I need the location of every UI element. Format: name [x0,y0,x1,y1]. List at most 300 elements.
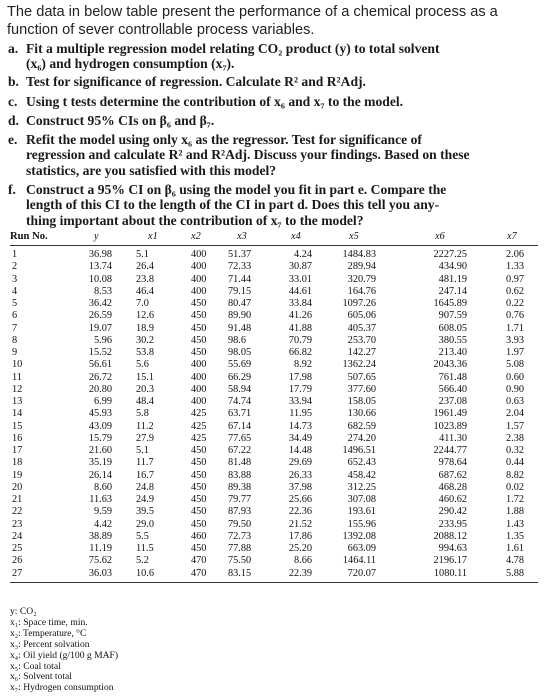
cell-x1: 30.2 [136,334,155,346]
cell-x5: 1362.24 [342,359,376,371]
cell-run-no: 16 [12,432,23,444]
cell-x1: 24.8 [136,481,155,493]
problem-intro: The data in below table present the performance of a chemical process as a function of sever controllable process variables. [7,4,498,38]
table-row [10,531,538,543]
header-x5: x5 [349,231,359,242]
header-y: y [94,231,99,242]
legend-item: x₆: Solvent total [10,671,72,683]
cell-run-no: 6 [12,310,18,322]
question-b-label: b. [8,74,19,89]
cell-x5: 1097.26 [342,298,376,309]
cell-x6: 994.63 [438,543,467,554]
cell-x7: 0.32 [506,445,525,456]
cell-x2: 450 [191,457,207,469]
legend-item: x₂: Temperature, °C [10,627,87,639]
cell-x7: 1.88 [506,506,525,518]
cell-x3: 66.29 [228,371,252,383]
cell-x5: 1392.08 [342,530,376,542]
cell-run-no: 10 [12,359,23,371]
cell-x5: 155.96 [347,518,376,530]
cell-y: 26.59 [88,310,112,322]
cell-x3: 74.74 [228,396,252,407]
cell-run-no: 27 [12,567,23,579]
cell-y: 15.79 [88,432,112,444]
cell-x7: 0.62 [506,285,525,297]
cell-x1: 23.8 [136,273,155,285]
cell-x4: 4.24 [293,249,312,260]
cell-x2: 400 [191,261,207,273]
question-f-line2: length of this CI to the length of the CI in part d. Does this tell you any- [26,197,440,213]
table-row [10,445,538,457]
cell-run-no: 9 [12,347,18,358]
cell-run-no: 18 [12,457,23,469]
cell-x7: 1.61 [506,543,525,554]
cell-x4: 8.66 [293,555,312,567]
cell-x2: 450 [191,494,207,505]
cell-x3: 79.15 [228,285,252,297]
question-a [8,41,528,72]
table-row [10,457,538,469]
cell-x5: 682.59 [347,420,376,432]
cell-x5: 1464.11 [342,555,376,567]
cell-x5: 130.66 [347,408,376,420]
cell-x5: 507.65 [347,371,376,383]
cell-x6: 907.59 [438,310,467,322]
cell-x6: 1645.89 [433,298,467,309]
cell-x4: 33.94 [288,396,312,407]
bottom-rule [10,582,538,583]
cell-x3: 87.93 [228,506,252,518]
cell-x7: 2.38 [506,432,525,444]
question-f-line3: thing important about the contribution of x₇ to the model? [26,212,364,228]
cell-y: 38.89 [88,530,112,542]
cell-x1: 5.1 [136,249,149,260]
cell-x1: 5.1 [136,445,149,456]
question-f [8,182,528,228]
cell-x7: 2.06 [506,249,525,260]
legend-item: x₄: Oil yield (g/100 g MAF) [10,649,119,661]
cell-y: 26.72 [88,371,112,383]
cell-x5: 253.70 [347,334,376,346]
cell-run-no: 19 [12,469,23,481]
table-header [10,231,538,245]
cell-x6: 468.28 [438,481,467,493]
cell-x6: 978.64 [438,457,467,469]
table-row [10,470,538,482]
cell-y: 4.42 [93,518,112,530]
question-d-label: d. [8,113,19,128]
cell-x4: 33.84 [288,298,312,309]
cell-run-no: 8 [12,334,18,346]
cell-x3: 83.15 [228,567,252,579]
legend-item: x₇: Hydrogen consumption [10,682,114,694]
cell-y: 36.42 [88,298,112,309]
cell-run-no: 3 [12,273,18,285]
cell-x2: 400 [191,273,207,285]
question-e-line1: Refit the model using only x₆ as the regressor. Test for significance of [26,132,422,147]
cell-x7: 1.35 [506,530,525,542]
cell-x2: 450 [191,481,207,493]
cell-x5: 663.09 [347,543,376,554]
cell-y: 13.74 [88,261,112,273]
cell-x6: 481.19 [438,273,467,285]
cell-y: 19.07 [88,322,112,334]
cell-run-no: 2 [12,261,18,273]
cell-x5: 652.43 [347,457,376,469]
legend-item: x₅: Coal total [10,660,61,672]
question-d-line1: Construct 95% CIs on β₆ and β₇. [26,113,215,128]
cell-y: 36.03 [88,567,112,579]
cell-x3: 98.05 [228,347,252,358]
question-c-label: c. [8,94,18,109]
cell-x3: 63.71 [228,408,252,420]
cell-x3: 83.88 [228,469,252,481]
cell-x6: 1961.49 [433,408,467,420]
header-rule [10,245,538,246]
cell-x7: 1.43 [506,518,525,530]
cell-x3: 89.90 [228,310,252,322]
cell-y: 8.60 [93,481,112,493]
cell-x2: 400 [191,285,207,297]
cell-run-no: 21 [12,494,23,505]
header-run-no: Run No. [10,231,48,242]
cell-x3: 81.48 [228,457,252,469]
cell-x7: 0.02 [506,481,525,493]
cell-y: 11.63 [89,494,112,505]
cell-x7: 3.93 [506,334,525,346]
cell-run-no: 17 [12,445,23,456]
cell-x3: 75.50 [228,555,252,567]
header-x3: x3 [237,231,247,242]
cell-x4: 29.69 [288,457,312,469]
cell-x7: 0.90 [506,383,525,395]
cell-x4: 14.73 [288,420,312,432]
cell-run-no: 7 [12,322,18,334]
cell-x2: 400 [191,359,207,371]
table-row [10,310,538,322]
table-row [10,347,538,359]
cell-x6: 2196.17 [433,555,467,567]
cell-x1: 29.0 [136,518,155,530]
cell-x1: 26.4 [136,261,155,273]
table-row [10,494,538,506]
cell-x3: 98.6 [228,334,247,346]
cell-x4: 8.92 [293,359,312,371]
question-e-line2: regression and calculate R² and R²Adj. Discuss your findings. Based on these [26,147,470,163]
table-row [10,396,538,408]
cell-x7: 1.33 [506,261,525,273]
cell-x7: 0.60 [506,371,525,383]
cell-run-no: 5 [12,298,18,309]
question-a-line2: (x₆) and hydrogen consumption (x₇). [26,56,235,72]
cell-x6: 380.55 [438,334,467,346]
cell-run-no: 11 [12,371,22,383]
cell-x2: 450 [191,506,207,518]
cell-x1: 11.5 [136,543,154,554]
cell-x4: 22.36 [288,506,312,518]
table-row [10,335,538,347]
cell-x3: 79.50 [228,518,252,530]
cell-x7: 1.97 [506,347,525,358]
cell-x2: 425 [191,408,207,420]
cell-x6: 213.40 [438,347,467,358]
table-row [10,433,538,445]
cell-x6: 237.08 [438,396,467,407]
cell-x6: 608.05 [438,322,467,334]
cell-x2: 470 [191,567,207,579]
cell-x1: 5.8 [136,408,149,420]
cell-x2: 450 [191,310,207,322]
table-row [10,482,538,494]
cell-x3: 51.37 [228,249,252,260]
question-a-line1: Fit a multiple regression model relating CO₂ product (y) to total solvent [26,41,440,56]
cell-run-no: 13 [12,396,23,407]
cell-x4: 33.01 [288,273,312,285]
cell-x5: 458.42 [347,469,376,481]
cell-x3: 55.69 [228,359,252,371]
cell-y: 56.61 [88,359,112,371]
cell-x6: 434.90 [438,261,467,273]
legend-item: x₁: Space time, min. [10,616,88,628]
cell-x2: 400 [191,396,207,407]
header-x6: x6 [435,231,445,242]
cell-x6: 2227.25 [433,249,467,260]
table-row [10,543,538,555]
header-x7: x7 [507,231,517,242]
cell-run-no: 1 [12,249,18,260]
cell-x1: 5.2 [136,555,149,567]
table-row [10,408,538,420]
cell-x1: 53.8 [136,347,155,358]
cell-x2: 450 [191,518,207,530]
cell-x2: 450 [191,298,207,309]
cell-x5: 193.61 [347,506,376,518]
cell-x7: 8.82 [506,469,525,481]
cell-x2: 450 [191,347,207,358]
question-c [8,94,528,109]
cell-x7: 0.44 [506,457,525,469]
cell-x4: 17.79 [288,383,312,395]
cell-x5: 405.37 [347,322,376,334]
question-e-label: e. [8,132,18,147]
cell-x5: 1484.83 [342,249,376,260]
cell-x2: 400 [191,383,207,395]
cell-run-no: 14 [12,408,23,420]
header-x2: x2 [191,231,201,242]
table-row [10,421,538,433]
cell-x6: 460.62 [438,494,467,505]
cell-y: 8.53 [93,285,112,297]
table-row [10,359,538,371]
cell-x5: 377.60 [347,383,376,395]
cell-x1: 20.3 [136,383,155,395]
cell-run-no: 15 [12,420,23,432]
question-b-line1: Test for significance of regression. Calculate R² and R²Adj. [26,74,366,89]
cell-x5: 307.08 [347,494,376,505]
cell-y: 45.93 [88,408,112,420]
cell-x5: 1496.51 [342,445,376,456]
cell-x5: 158.05 [347,396,376,407]
cell-x1: 16.7 [136,469,155,481]
cell-x7: 5.88 [506,567,525,579]
cell-x1: 18.9 [136,322,155,334]
cell-y: 11.19 [89,543,112,554]
cell-x6: 2043.36 [433,359,467,371]
table-row [10,274,538,286]
cell-x4: 11.95 [289,408,312,420]
cell-x7: 0.22 [506,298,525,309]
cell-x1: 48.4 [136,396,155,407]
table-row [10,568,538,580]
cell-run-no: 22 [12,506,23,518]
cell-run-no: 20 [12,481,23,493]
cell-x6: 247.14 [438,285,467,297]
table-row [10,261,538,273]
cell-x2: 450 [191,543,207,554]
header-x1: x1 [148,231,158,242]
cell-y: 9.59 [93,506,112,518]
cell-x3: 91.48 [228,322,252,334]
cell-x2: 400 [191,371,207,383]
cell-x5: 289.94 [347,261,376,273]
table-row [10,286,538,298]
question-c-line1: Using t tests determine the contribution of x₆ and x₇ to the model. [26,94,404,109]
question-b [8,74,528,89]
cell-x5: 720.07 [347,567,376,579]
cell-x6: 2088.12 [433,530,467,542]
cell-x2: 450 [191,322,207,334]
cell-y: 43.09 [88,420,112,432]
legend-item: y: CO₂ [10,606,37,617]
cell-x2: 425 [191,432,207,444]
cell-x4: 30.87 [288,261,312,273]
cell-x1: 27.9 [136,432,155,444]
table-row [10,323,538,335]
cell-x7: 0.97 [506,273,525,285]
cell-x4: 34.49 [288,432,312,444]
header-x4: x4 [291,231,301,242]
cell-x6: 1080.11 [433,567,467,579]
cell-y: 35.19 [88,457,112,469]
table-row [10,372,538,384]
cell-x2: 470 [191,555,207,567]
cell-run-no: 4 [12,285,18,297]
cell-x6: 687.62 [438,469,467,481]
table-row [10,384,538,396]
cell-x7: 5.08 [506,359,525,371]
cell-x2: 400 [191,249,207,260]
table-row [10,249,538,261]
cell-x4: 25.20 [288,543,312,554]
cell-run-no: 12 [12,383,23,395]
cell-x1: 7.0 [136,298,149,309]
variable-legend [10,607,310,694]
cell-x6: 761.48 [438,371,467,383]
cell-x4: 22.39 [288,567,312,579]
cell-run-no: 26 [12,555,23,567]
cell-x6: 411.30 [439,432,467,444]
question-e [8,132,528,178]
cell-x1: 10.6 [136,567,155,579]
question-a-label: a. [8,41,19,56]
cell-x5: 274.20 [347,432,376,444]
cell-x2: 450 [191,334,207,346]
cell-x5: 605.06 [347,310,376,322]
cell-x6: 566.40 [438,383,467,395]
cell-y: 5.96 [93,334,112,346]
cell-x4: 17.98 [288,371,312,383]
cell-x5: 142.27 [347,347,376,358]
cell-x3: 67.14 [228,420,252,432]
cell-x3: 72.73 [228,530,252,542]
cell-x5: 312.25 [347,481,376,493]
cell-x3: 72.33 [228,261,252,273]
question-e-line3: statistics, are you satisfied with this model? [26,162,277,178]
cell-x2: 460 [191,530,207,542]
question-f-label: f. [8,182,16,197]
cell-x4: 21.52 [288,518,312,530]
cell-y: 20.80 [88,383,112,395]
cell-x7: 1.57 [506,420,525,432]
cell-x4: 37.98 [288,481,312,493]
question-f-line1: Construct a 95% CI on β₆ using the model you fit in part e. Compare the [26,182,447,197]
cell-x1: 24.9 [136,494,155,505]
cell-x6: 1023.89 [433,420,467,432]
cell-y: 15.52 [88,347,112,358]
cell-x1: 5.6 [136,359,149,371]
cell-x4: 17.86 [288,530,312,542]
table-row [10,519,538,531]
cell-x7: 2.04 [506,408,525,420]
cell-run-no: 25 [12,543,23,554]
cell-x4: 14.48 [288,445,312,456]
cell-x3: 77.65 [228,432,252,444]
cell-y: 75.62 [88,555,112,567]
table-row [10,298,538,310]
cell-x4: 70.79 [288,334,312,346]
cell-x2: 450 [191,469,207,481]
cell-x6: 2244.77 [433,445,467,456]
cell-x3: 71.44 [228,273,252,285]
cell-x1: 11.7 [136,457,154,469]
cell-x3: 89.38 [228,481,252,493]
cell-x2: 425 [191,420,207,432]
cell-y: 26.14 [88,469,112,481]
cell-x3: 79.77 [228,494,252,505]
cell-y: 10.08 [88,273,112,285]
cell-x7: 1.71 [506,322,525,334]
cell-x7: 1.72 [506,494,525,505]
cell-x2: 450 [191,445,207,456]
cell-run-no: 24 [12,530,23,542]
cell-x7: 0.76 [506,310,525,322]
cell-y: 6.99 [93,396,112,407]
cell-y: 21.60 [88,445,112,456]
cell-x5: 320.79 [347,273,376,285]
cell-x7: 0.63 [506,396,525,407]
cell-x1: 5.5 [136,530,149,542]
table-row [10,555,538,567]
cell-x4: 44.61 [288,285,312,297]
table-row [10,506,538,518]
cell-x3: 67.22 [228,445,252,456]
cell-x6: 290.42 [438,506,467,518]
question-d [8,113,528,128]
legend-item: x₃: Percent solvation [10,638,90,650]
cell-x4: 41.88 [288,322,312,334]
cell-x4: 26.33 [288,469,312,481]
cell-x1: 11.2 [136,420,154,432]
